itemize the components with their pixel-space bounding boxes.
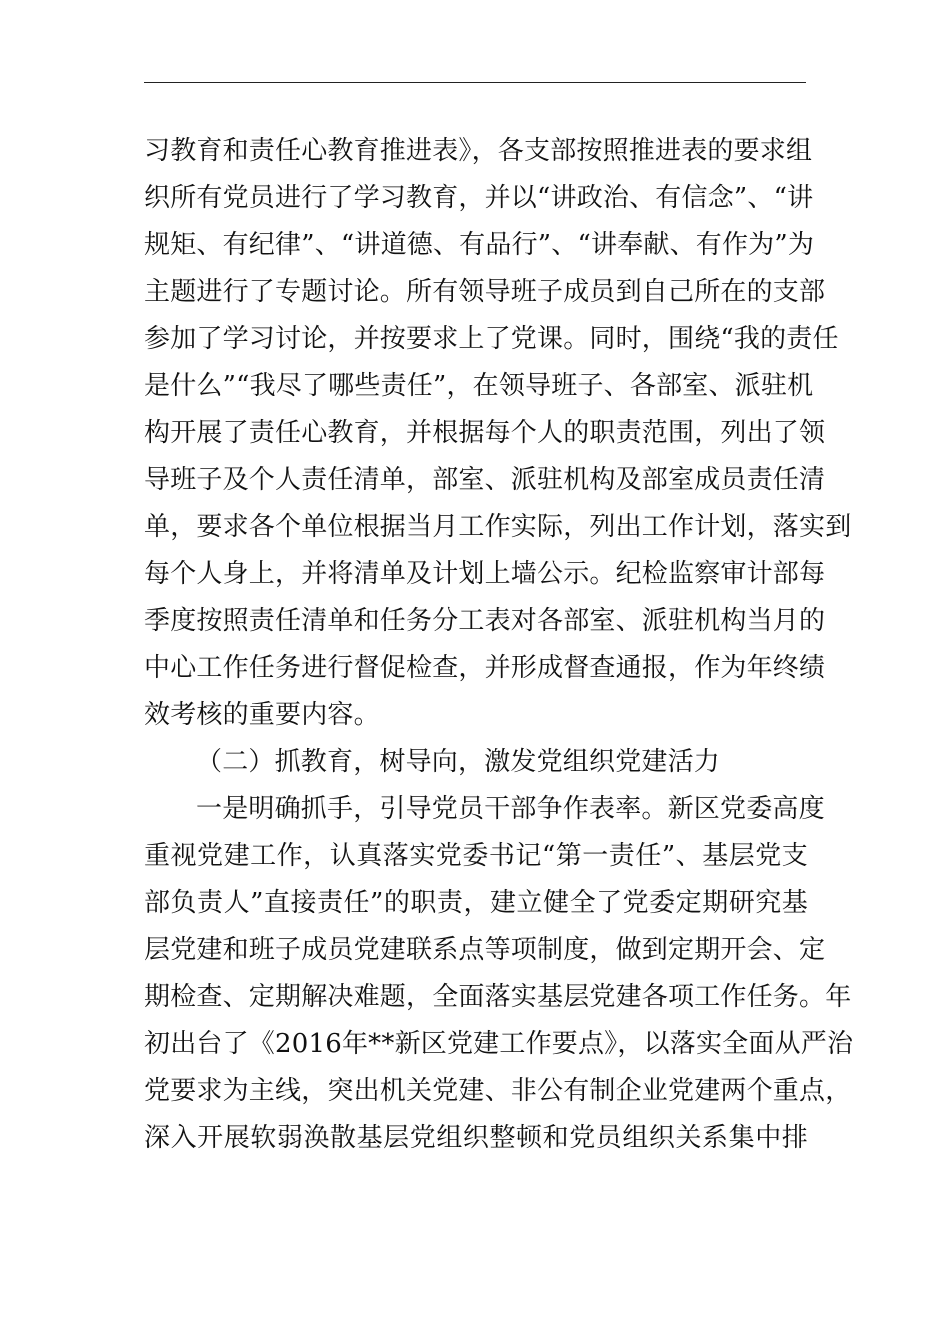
body-line: 主题进行了专题讨论。所有领导班子成员到自己所在的支部 xyxy=(144,277,826,307)
section-heading: （二）抓教育，树导向，激发党组织党建活力 xyxy=(196,747,721,777)
body-line: 规矩、有纪律”、“讲道德、有品行”、“讲奉献、有作为”为 xyxy=(144,230,815,260)
body-line: 部负责人”直接责任”的职责，建立健全了党委定期研究基 xyxy=(144,888,808,918)
body-line: 参加了学习讨论，并按要求上了党课。同时，围绕“我的责任 xyxy=(144,324,839,354)
body-line: 单，要求各个单位根据当月工作实际，列出工作计划，落实到 xyxy=(144,512,852,542)
body-line: 织所有党员进行了学习教育，并以“讲政治、有信念”、“讲 xyxy=(144,183,814,213)
header-rule xyxy=(144,82,806,83)
body-line: 重视党建工作，认真落实党委书记“第一责任”、基层党支 xyxy=(144,841,808,871)
body-line: 导班子及个人责任清单，部室、派驻机构及部室成员责任清 xyxy=(144,465,826,495)
body-line: 中心工作任务进行督促检查，并形成督查通报，作为年终绩 xyxy=(144,653,826,683)
body-line: 期检查、定期解决难题，全面落实基层党建各项工作任务。年 xyxy=(144,982,852,1012)
body-line: 深入开展软弱涣散基层党组织整顿和党员组织关系集中排 xyxy=(144,1123,808,1153)
body-line: 党要求为主线，突出机关党建、非公有制企业党建两个重点， xyxy=(144,1076,852,1106)
body-line: 效考核的重要内容。 xyxy=(144,700,380,730)
body-line: 层党建和班子成员党建联系点等项制度，做到定期开会、定 xyxy=(144,935,826,965)
body-line: 一是明确抓手，引导党员干部争作表率。新区党委高度 xyxy=(196,794,825,824)
body-line: 是什么”“我尽了哪些责任”，在领导班子、各部室、派驻机 xyxy=(144,371,814,401)
document-body xyxy=(144,128,854,1162)
body-line: 习教育和责任心教育推进表》，各支部按照推进表的要求组 xyxy=(144,136,813,166)
body-line: 每个人身上，并将清单及计划上墙公示。纪检监察审计部每 xyxy=(144,559,826,589)
body-line: 构开展了责任心教育，并根据每个人的职责范围，列出了领 xyxy=(144,418,826,448)
body-line: 季度按照责任清单和任务分工表对各部室、派驻机构当月的 xyxy=(144,606,826,636)
body-line: 初出台了《2016年**新区党建工作要点》，以落实全面从严治 xyxy=(144,1029,854,1059)
